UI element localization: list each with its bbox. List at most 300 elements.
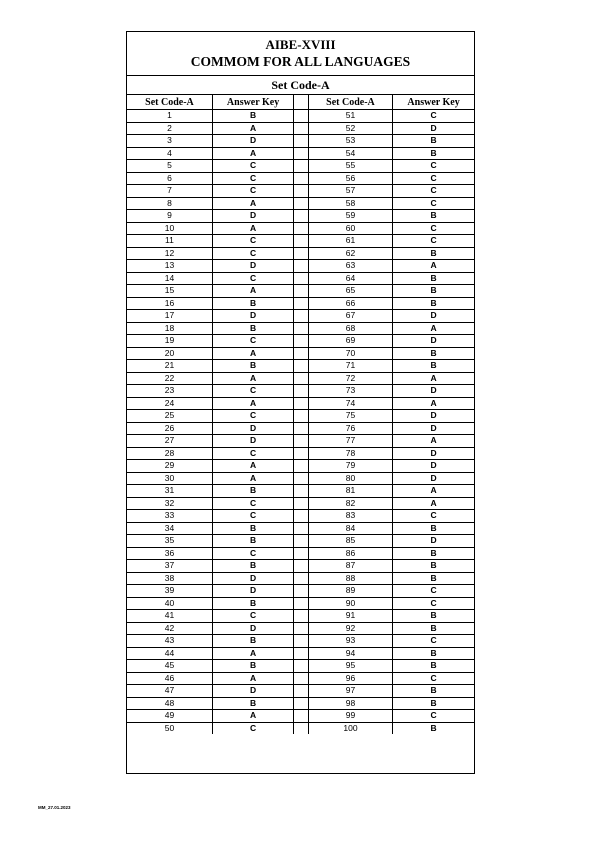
answer-right: D — [393, 122, 474, 135]
question-number-left: 7 — [127, 185, 212, 198]
row-spacer — [294, 660, 309, 673]
row-spacer — [294, 635, 309, 648]
question-number-left: 31 — [127, 485, 212, 498]
answer-left: D — [212, 135, 293, 148]
answer-left: D — [212, 260, 293, 273]
row-spacer — [294, 122, 309, 135]
question-number-right: 81 — [308, 485, 392, 498]
answer-left: C — [212, 547, 293, 560]
question-number-right: 66 — [308, 297, 392, 310]
question-number-left: 10 — [127, 222, 212, 235]
question-number-left: 11 — [127, 235, 212, 248]
answer-left: A — [212, 222, 293, 235]
table-row — [127, 447, 474, 460]
question-number-left: 5 — [127, 160, 212, 173]
row-spacer — [294, 210, 309, 223]
column-header-set-code-right: Set Code-A — [308, 95, 392, 110]
answer-left: B — [212, 635, 293, 648]
row-spacer — [294, 697, 309, 710]
table-row — [127, 522, 474, 535]
table-row — [127, 260, 474, 273]
answer-right: B — [393, 560, 474, 573]
question-number-left: 43 — [127, 635, 212, 648]
row-spacer — [294, 147, 309, 160]
question-number-left: 44 — [127, 647, 212, 660]
answer-left: B — [212, 297, 293, 310]
answer-left: C — [212, 610, 293, 623]
answer-right: C — [393, 160, 474, 173]
question-number-left: 23 — [127, 385, 212, 398]
table-row — [127, 360, 474, 373]
question-number-left: 49 — [127, 710, 212, 723]
row-spacer — [294, 110, 309, 123]
question-number-right: 87 — [308, 560, 392, 573]
answer-left: D — [212, 585, 293, 598]
answer-left: C — [212, 335, 293, 348]
answer-right: D — [393, 335, 474, 348]
answer-left: B — [212, 110, 293, 123]
answer-right: B — [393, 135, 474, 148]
answer-right: B — [393, 660, 474, 673]
answer-right: B — [393, 697, 474, 710]
row-spacer — [294, 547, 309, 560]
question-number-left: 46 — [127, 672, 212, 685]
answer-right: D — [393, 447, 474, 460]
question-number-right: 71 — [308, 360, 392, 373]
row-spacer — [294, 272, 309, 285]
table-row — [127, 472, 474, 485]
table-row — [127, 122, 474, 135]
question-number-left: 33 — [127, 510, 212, 523]
row-spacer — [294, 422, 309, 435]
question-number-right: 70 — [308, 347, 392, 360]
question-number-left: 48 — [127, 697, 212, 710]
table-row — [127, 697, 474, 710]
answer-right: B — [393, 722, 474, 734]
table-row — [127, 197, 474, 210]
table-row — [127, 322, 474, 335]
question-number-right: 74 — [308, 397, 392, 410]
answer-right: B — [393, 272, 474, 285]
question-number-right: 86 — [308, 547, 392, 560]
question-number-right: 52 — [308, 122, 392, 135]
column-header-set-code-left: Set Code-A — [127, 95, 212, 110]
question-number-right: 65 — [308, 285, 392, 298]
answer-right: D — [393, 535, 474, 548]
question-number-right: 69 — [308, 335, 392, 348]
answer-left: C — [212, 510, 293, 523]
answer-left: A — [212, 147, 293, 160]
question-number-left: 22 — [127, 372, 212, 385]
table-row — [127, 672, 474, 685]
table-row — [127, 310, 474, 323]
question-number-right: 57 — [308, 185, 392, 198]
row-spacer — [294, 560, 309, 573]
question-number-right: 97 — [308, 685, 392, 698]
answer-left: A — [212, 285, 293, 298]
question-number-left: 17 — [127, 310, 212, 323]
question-number-left: 29 — [127, 460, 212, 473]
answer-right: C — [393, 222, 474, 235]
answer-right: A — [393, 497, 474, 510]
question-number-right: 77 — [308, 435, 392, 448]
answer-left: A — [212, 647, 293, 660]
answer-left: D — [212, 572, 293, 585]
row-spacer — [294, 397, 309, 410]
row-spacer — [294, 360, 309, 373]
question-number-left: 42 — [127, 622, 212, 635]
row-spacer — [294, 410, 309, 423]
table-row — [127, 585, 474, 598]
question-number-left: 19 — [127, 335, 212, 348]
row-spacer — [294, 597, 309, 610]
column-spacer — [294, 95, 309, 110]
table-row — [127, 572, 474, 585]
column-header-answer-key-right: Answer Key — [393, 95, 474, 110]
table-row — [127, 597, 474, 610]
answer-right: B — [393, 572, 474, 585]
table-row — [127, 235, 474, 248]
answer-left: D — [212, 622, 293, 635]
answer-left: C — [212, 410, 293, 423]
question-number-left: 14 — [127, 272, 212, 285]
table-row — [127, 685, 474, 698]
table-row — [127, 497, 474, 510]
row-spacer — [294, 585, 309, 598]
row-spacer — [294, 460, 309, 473]
answer-left: A — [212, 710, 293, 723]
table-body — [127, 110, 474, 735]
row-spacer — [294, 322, 309, 335]
row-spacer — [294, 285, 309, 298]
answer-left: C — [212, 272, 293, 285]
table-row — [127, 397, 474, 410]
table-row — [127, 610, 474, 623]
answer-left: C — [212, 172, 293, 185]
question-number-right: 54 — [308, 147, 392, 160]
answer-left: D — [212, 435, 293, 448]
table-row — [127, 510, 474, 523]
table-header-row — [127, 95, 474, 110]
table-row — [127, 285, 474, 298]
row-spacer — [294, 572, 309, 585]
question-number-left: 9 — [127, 210, 212, 223]
answer-right: B — [393, 210, 474, 223]
answer-right: D — [393, 422, 474, 435]
table-row — [127, 635, 474, 648]
answer-left: A — [212, 372, 293, 385]
question-number-left: 30 — [127, 472, 212, 485]
question-number-left: 50 — [127, 722, 212, 734]
question-number-left: 32 — [127, 497, 212, 510]
question-number-left: 41 — [127, 610, 212, 623]
question-number-right: 82 — [308, 497, 392, 510]
row-spacer — [294, 335, 309, 348]
table-row — [127, 435, 474, 448]
table-row — [127, 647, 474, 660]
table-row — [127, 722, 474, 734]
question-number-left: 36 — [127, 547, 212, 560]
answer-right: D — [393, 385, 474, 398]
answer-right: B — [393, 622, 474, 635]
table-row — [127, 160, 474, 173]
answer-right: C — [393, 597, 474, 610]
answer-key-sheet — [126, 31, 475, 774]
table-row — [127, 660, 474, 673]
row-spacer — [294, 435, 309, 448]
answer-left: A — [212, 122, 293, 135]
row-spacer — [294, 160, 309, 173]
answer-right: A — [393, 435, 474, 448]
table-row — [127, 485, 474, 498]
table-row — [127, 272, 474, 285]
answer-right: D — [393, 310, 474, 323]
answer-left: D — [212, 685, 293, 698]
answer-left: A — [212, 460, 293, 473]
question-number-left: 12 — [127, 247, 212, 260]
answer-right: A — [393, 322, 474, 335]
table-row — [127, 147, 474, 160]
table-row — [127, 422, 474, 435]
row-spacer — [294, 497, 309, 510]
table-row — [127, 297, 474, 310]
row-spacer — [294, 522, 309, 535]
table-row — [127, 460, 474, 473]
table-row — [127, 110, 474, 123]
table-row — [127, 247, 474, 260]
question-number-right: 98 — [308, 697, 392, 710]
answer-left: A — [212, 472, 293, 485]
question-number-right: 79 — [308, 460, 392, 473]
title-block — [127, 32, 474, 76]
question-number-left: 1 — [127, 110, 212, 123]
answer-right: B — [393, 647, 474, 660]
question-number-left: 35 — [127, 535, 212, 548]
question-number-left: 18 — [127, 322, 212, 335]
table-row — [127, 135, 474, 148]
answer-right: D — [393, 472, 474, 485]
question-number-right: 53 — [308, 135, 392, 148]
exam-subtitle: COMMOM FOR ALL LANGUAGES — [190, 54, 411, 69]
question-number-left: 45 — [127, 660, 212, 673]
answer-right: C — [393, 710, 474, 723]
question-number-right: 76 — [308, 422, 392, 435]
answer-left: B — [212, 322, 293, 335]
row-spacer — [294, 610, 309, 623]
question-number-right: 72 — [308, 372, 392, 385]
question-number-right: 64 — [308, 272, 392, 285]
answer-right: B — [393, 247, 474, 260]
row-spacer — [294, 260, 309, 273]
answer-right: C — [393, 185, 474, 198]
set-code-title: Set Code-A — [127, 76, 474, 95]
answer-right: C — [393, 635, 474, 648]
answer-left: C — [212, 160, 293, 173]
question-number-left: 38 — [127, 572, 212, 585]
table-row — [127, 410, 474, 423]
table-row — [127, 710, 474, 723]
answer-right: B — [393, 147, 474, 160]
question-number-right: 61 — [308, 235, 392, 248]
question-number-left: 27 — [127, 435, 212, 448]
row-spacer — [294, 135, 309, 148]
question-number-left: 4 — [127, 147, 212, 160]
row-spacer — [294, 722, 309, 734]
answer-right: B — [393, 360, 474, 373]
question-number-left: 47 — [127, 685, 212, 698]
row-spacer — [294, 485, 309, 498]
question-number-right: 62 — [308, 247, 392, 260]
answer-left: C — [212, 185, 293, 198]
answer-left: A — [212, 347, 293, 360]
question-number-left: 8 — [127, 197, 212, 210]
answer-left: B — [212, 522, 293, 535]
question-number-right: 78 — [308, 447, 392, 460]
answer-right: C — [393, 672, 474, 685]
answer-left: B — [212, 597, 293, 610]
answer-right: C — [393, 510, 474, 523]
question-number-left: 28 — [127, 447, 212, 460]
question-number-right: 75 — [308, 410, 392, 423]
question-number-right: 58 — [308, 197, 392, 210]
question-number-left: 40 — [127, 597, 212, 610]
answer-right: C — [393, 197, 474, 210]
answer-right: B — [393, 547, 474, 560]
row-spacer — [294, 197, 309, 210]
question-number-right: 80 — [308, 472, 392, 485]
question-number-right: 90 — [308, 597, 392, 610]
question-number-right: 55 — [308, 160, 392, 173]
answer-left: B — [212, 560, 293, 573]
answer-right: A — [393, 372, 474, 385]
row-spacer — [294, 185, 309, 198]
row-spacer — [294, 297, 309, 310]
answer-left: C — [212, 235, 293, 248]
question-number-right: 56 — [308, 172, 392, 185]
answer-right: A — [393, 485, 474, 498]
question-number-left: 20 — [127, 347, 212, 360]
answer-left: B — [212, 660, 293, 673]
question-number-left: 13 — [127, 260, 212, 273]
table-row — [127, 335, 474, 348]
table-row — [127, 622, 474, 635]
table-row — [127, 547, 474, 560]
answer-right: C — [393, 235, 474, 248]
answer-left: D — [212, 422, 293, 435]
question-number-left: 37 — [127, 560, 212, 573]
answer-right: B — [393, 297, 474, 310]
row-spacer — [294, 310, 309, 323]
answer-right: B — [393, 610, 474, 623]
question-number-left: 39 — [127, 585, 212, 598]
row-spacer — [294, 372, 309, 385]
table-row — [127, 172, 474, 185]
question-number-right: 92 — [308, 622, 392, 635]
question-number-right: 83 — [308, 510, 392, 523]
question-number-right: 91 — [308, 610, 392, 623]
table-row — [127, 560, 474, 573]
row-spacer — [294, 472, 309, 485]
answer-left: A — [212, 197, 293, 210]
question-number-right: 95 — [308, 660, 392, 673]
answer-right: D — [393, 410, 474, 423]
answer-left: D — [212, 310, 293, 323]
question-number-left: 2 — [127, 122, 212, 135]
row-spacer — [294, 710, 309, 723]
table-row — [127, 185, 474, 198]
answer-right: C — [393, 172, 474, 185]
answer-right: A — [393, 397, 474, 410]
question-number-right: 59 — [308, 210, 392, 223]
answer-left: C — [212, 447, 293, 460]
footer-note: MM_27.01.2023 — [38, 805, 71, 810]
row-spacer — [294, 647, 309, 660]
row-spacer — [294, 347, 309, 360]
row-spacer — [294, 685, 309, 698]
question-number-right: 93 — [308, 635, 392, 648]
question-number-left: 16 — [127, 297, 212, 310]
row-spacer — [294, 235, 309, 248]
table-row — [127, 372, 474, 385]
question-number-right: 85 — [308, 535, 392, 548]
question-number-right: 63 — [308, 260, 392, 273]
answer-right: B — [393, 685, 474, 698]
exam-title: AIBE-XVIII — [265, 37, 336, 52]
answer-left: A — [212, 397, 293, 410]
answer-right: C — [393, 110, 474, 123]
question-number-right: 88 — [308, 572, 392, 585]
row-spacer — [294, 672, 309, 685]
row-spacer — [294, 535, 309, 548]
row-spacer — [294, 510, 309, 523]
row-spacer — [294, 247, 309, 260]
answer-left: C — [212, 497, 293, 510]
row-spacer — [294, 622, 309, 635]
answer-right: B — [393, 522, 474, 535]
question-number-right: 51 — [308, 110, 392, 123]
question-number-left: 34 — [127, 522, 212, 535]
question-number-right: 68 — [308, 322, 392, 335]
answer-right: D — [393, 460, 474, 473]
answer-left: B — [212, 697, 293, 710]
row-spacer — [294, 222, 309, 235]
question-number-left: 24 — [127, 397, 212, 410]
row-spacer — [294, 447, 309, 460]
question-number-right: 89 — [308, 585, 392, 598]
question-number-right: 73 — [308, 385, 392, 398]
table-row — [127, 385, 474, 398]
column-header-answer-key-left: Answer Key — [212, 95, 293, 110]
question-number-left: 26 — [127, 422, 212, 435]
answer-right: B — [393, 347, 474, 360]
answer-left: B — [212, 535, 293, 548]
question-number-right: 96 — [308, 672, 392, 685]
answer-right: A — [393, 260, 474, 273]
answer-left: D — [212, 210, 293, 223]
answer-left: C — [212, 385, 293, 398]
row-spacer — [294, 385, 309, 398]
question-number-left: 3 — [127, 135, 212, 148]
question-number-left: 15 — [127, 285, 212, 298]
answer-right: B — [393, 285, 474, 298]
question-number-right: 84 — [308, 522, 392, 535]
table-row — [127, 535, 474, 548]
question-number-right: 94 — [308, 647, 392, 660]
question-number-left: 25 — [127, 410, 212, 423]
table-row — [127, 210, 474, 223]
answer-key-table — [127, 95, 474, 734]
table-row — [127, 347, 474, 360]
